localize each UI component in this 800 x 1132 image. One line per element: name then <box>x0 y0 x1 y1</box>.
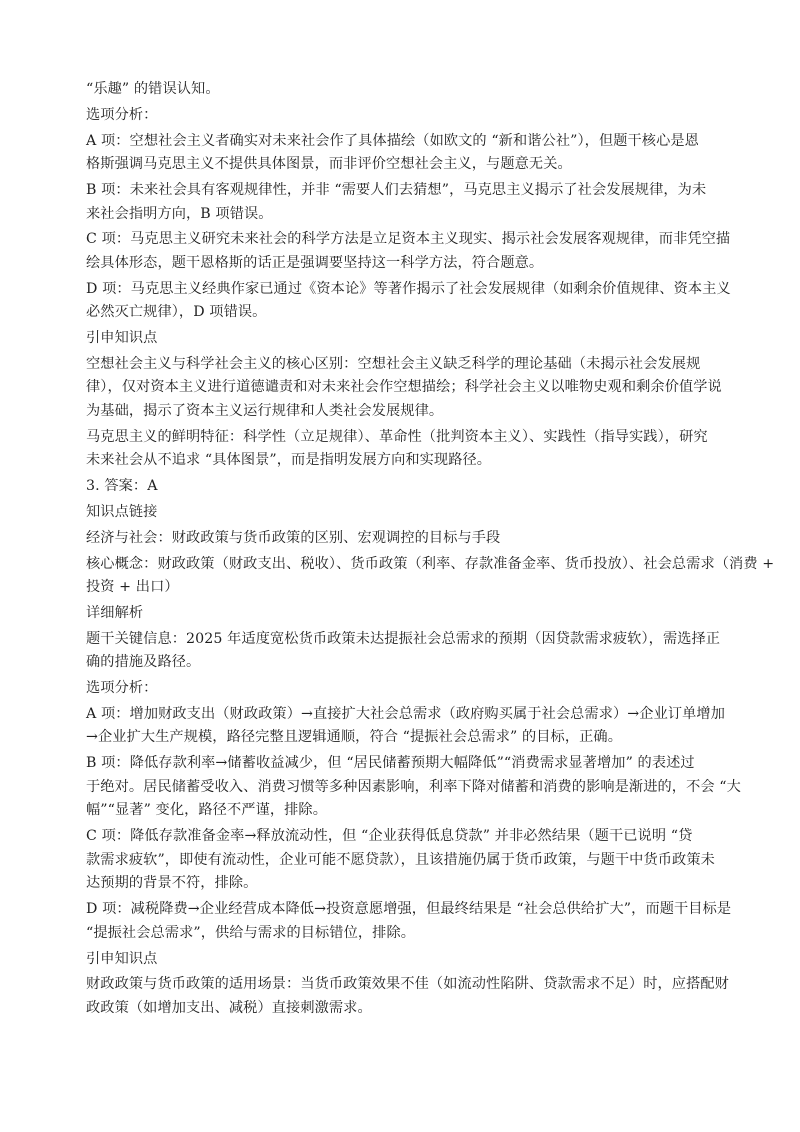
text-line: B 项：降低存款利率→储蓄收益减少，但 “居民储蓄预期大幅降低”“消费需求显著增加” 的表述过 <box>86 755 695 772</box>
text-line: C 项：马克思主义研究未来社会的科学方法是立足资本主义现实、揭示社会发展客观规律，而非凭空描 <box>86 231 731 248</box>
text-line: 款需求疲软”，即使有流动性，企业可能不愿贷款），且该措施仍属于货币政策，与题干中货币政策未 <box>86 851 715 868</box>
section-label: 选项分析： <box>86 106 158 123</box>
text-line: 核心概念：财政政策（财政支出、税收）、货币政策（利率、存款准备金率、货币投放）、社会总需求（消费 + <box>86 555 775 572</box>
text-line: 财政政策与货币政策的适用场景：当货币政策效果不佳（如流动性陷阱、贷款需求不足）时，应搭配财 <box>86 976 729 993</box>
section-label: 引申知识点 <box>86 950 158 967</box>
section-label: 知识点链接 <box>86 503 158 520</box>
text-line: 为基础，揭示了资本主义运行规律和人类社会发展规律。 <box>86 403 444 420</box>
text-line: 幅”“显著” 变化，路径不严谨，排除。 <box>86 802 327 819</box>
text-line: B 项：未来社会具有客观规律性，并非 “需要人们去猜想”，马克思主义揭示了社会发展规律，为未 <box>86 181 707 198</box>
text-line: 政政策（如增加支出、减税）直接刺激需求。 <box>86 999 372 1016</box>
text-line: →企业扩大生产规模，路径完整且逻辑通顺，符合 “提振社会总需求” 的目标，正确。 <box>86 729 622 746</box>
text-line: 格斯强调马克思主义不提供具体图景，而非评价空想社会主义，与题意无关。 <box>86 156 572 173</box>
section-label: 详细解析 <box>86 604 144 621</box>
section-label: 引申知识点 <box>86 330 158 347</box>
text-line: C 项：降低存款准备金率→释放流动性，但 “企业获得低息贷款” 并非必然结果（题干已说明 “贷 <box>86 828 693 845</box>
text-line: 确的措施及路径。 <box>86 654 201 671</box>
text-line: D 项：减税降费→企业经营成本降低→投资意愿增强，但最终结果是 “社会总供给扩大”，而题干目标是 <box>86 901 732 918</box>
section-label: 选项分析： <box>86 680 158 697</box>
text-line: A 项：增加财政支出（财政政策）→直接扩大社会总需求（政府购买属于社会总需求）→企业订单增加 <box>86 705 726 722</box>
text-line: 投资 + 出口） <box>86 579 179 596</box>
text-line: D 项：马克思主义经典作家已通过《资本论》等著作揭示了社会发展规律（如剩余价值规律、资本主义 <box>86 280 731 297</box>
text-line: “提振社会总需求”，供给与需求的目标错位，排除。 <box>86 924 416 941</box>
text-line: 题干关键信息：2025 年适度宽松货币政策未达提振社会总需求的预期（因贷款需求疲软），需选择正 <box>86 630 721 647</box>
text-line: 经济与社会：财政政策与货币政策的区别、宏观调控的目标与手段 <box>86 529 501 546</box>
text-line: 律），仅对资本主义进行道德谴责和对未来社会作空想描绘；科学社会主义以唯物史观和剩余价值学说 <box>86 379 722 396</box>
text-line: 于绝对。居民储蓄受收入、消费习惯等多种因素影响，利率下降对储蓄和消费的影响是渐进的，不会 “大 <box>86 778 741 795</box>
text-line: 来社会指明方向，B 项错误。 <box>86 205 273 222</box>
document-page <box>86 78 775 1021</box>
text-line: 未来社会从不追求 “具体图景”，而是指明发展方向和实现路径。 <box>86 452 492 469</box>
text-line: 绘具体形态，题干恩格斯的话正是强调要坚持这一科学方法，符合题意。 <box>86 254 544 271</box>
text-line: 空想社会主义与科学社会主义的核心区别：空想社会主义缺乏科学的理论基础（未揭示社会发展规 <box>86 355 701 372</box>
text-line: 马克思主义的鲜明特征：科学性（立足规律）、革命性（批判资本主义）、实践性（指导实践），研究 <box>86 428 708 445</box>
text-line: A 项：空想社会主义者确实对未来社会作了具体描绘（如欧文的 “新和谐公社”），但题干核心是恩 <box>86 132 699 149</box>
answer-line: 3. 答案：A <box>86 478 158 495</box>
text-line: 必然灭亡规律），D 项错误。 <box>86 304 267 321</box>
text-line: “乐趣” 的错误认知。 <box>86 81 220 97</box>
text-line: 达预期的背景不符，排除。 <box>86 875 258 892</box>
